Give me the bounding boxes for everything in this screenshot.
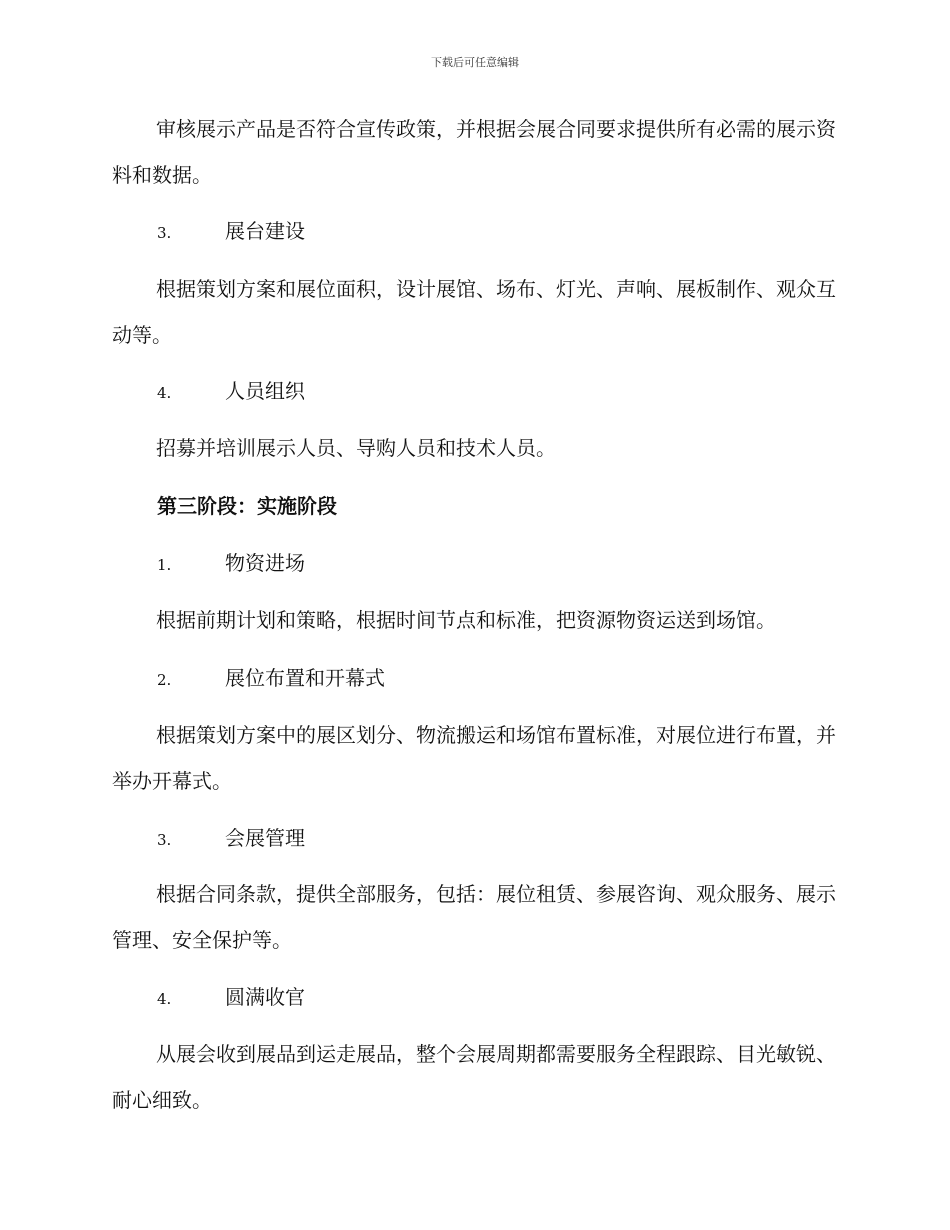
item-number: 4. <box>157 990 172 1008</box>
page-header: 下载后可任意编辑 <box>431 56 519 69</box>
item-title: 展台建设 <box>225 219 305 243</box>
item-number: 1. <box>157 556 172 574</box>
paragraph: 根据策划方案中的展区划分、物流搬运和场馆布置标准，对展位进行布置，并举办开幕式。 <box>112 723 836 793</box>
item-number: 4. <box>157 384 172 402</box>
section-heading: 第三阶段：实施阶段 <box>157 494 337 518</box>
item-title: 物资进场 <box>225 551 305 575</box>
item-title: 会展管理 <box>225 826 305 850</box>
paragraph: 根据合同条款，提供全部服务，包括：展位租赁、参展咨询、观众服务、展示管理、安全保护等。 <box>112 882 836 952</box>
item-title: 人员组织 <box>225 379 305 403</box>
paragraph: 从展会收到展品到运走展品，整个会展周期都需要服务全程跟踪、目光敏锐、耐心细致。 <box>112 1042 836 1112</box>
item-number: 3. <box>157 831 172 849</box>
item-title: 圆满收官 <box>225 985 305 1009</box>
item-number: 3. <box>157 224 172 242</box>
paragraph: 根据前期计划和策略，根据时间节点和标准，把资源物资运送到场馆。 <box>156 608 776 632</box>
paragraph: 根据策划方案和展位面积，设计展馆、场布、灯光、声响、展板制作、观众互动等。 <box>112 277 836 347</box>
paragraph: 审核展示产品是否符合宣传政策，并根据会展合同要求提供所有必需的展示资料和数据。 <box>112 117 836 187</box>
paragraph: 招募并培训展示人员、导购人员和技术人员。 <box>156 436 556 460</box>
item-number: 2. <box>157 671 172 689</box>
item-title: 展位布置和开幕式 <box>225 666 385 690</box>
